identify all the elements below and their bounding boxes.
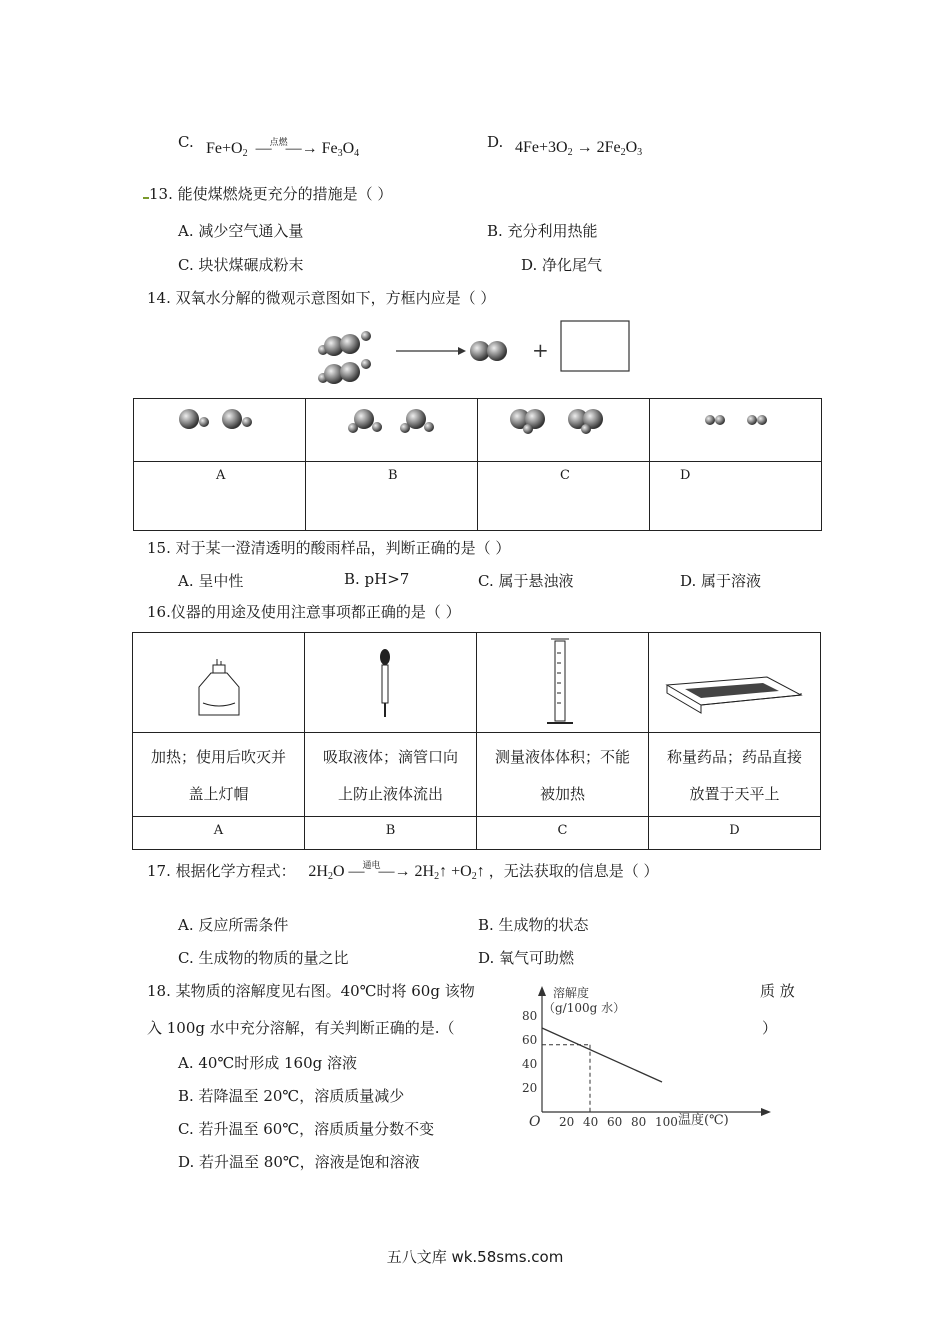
graduated-cylinder-icon [477, 633, 648, 728]
q14-image-c [478, 399, 650, 462]
q18-option-a: A. 40℃时形成 160g 溶液 [178, 1054, 358, 1072]
q14-stem: 14. 双氧水分解的微观示意图如下，方框内应是（ ） [147, 289, 496, 307]
molecule-icon [306, 399, 477, 457]
q16-desc-b: 吸取液体；滴管口向 上防止液体流出 [305, 733, 477, 817]
q15-option-b: B. pH>7 [344, 570, 410, 588]
dropper-icon [305, 633, 476, 728]
q18-stem-line1-tail: 质 放 [760, 982, 795, 1000]
alcohol-lamp-icon [133, 633, 304, 728]
q16-stem: 16.仪器的用途及使用注意事项都正确的是（ ） [147, 603, 461, 621]
chart-origin: O [529, 1114, 541, 1130]
q16-desc-d: 称量药品；药品直接 放置于天平上 [649, 733, 821, 817]
y-tick-label: 20 [522, 1081, 538, 1095]
molecule-icon [650, 399, 821, 457]
q16-desc-c: 测量液体体积；不能 被加热 [477, 733, 649, 817]
o2-product-molecule [470, 341, 507, 361]
q17-option-c: C. 生成物的物质的量之比 [178, 949, 349, 967]
x-tick-label: 20 [559, 1115, 575, 1129]
q17-option-a: A. 反应所需条件 [178, 916, 289, 934]
q15-option-d: D. 属于溶液 [680, 572, 762, 590]
y-tick-label: 60 [522, 1033, 538, 1047]
q16-image-a [133, 633, 305, 733]
molecule-icon [478, 399, 649, 457]
q18-option-c: C. 若升温至 60℃，溶质质量分数不变 [178, 1120, 435, 1138]
q16-label-d: D [649, 817, 821, 850]
q12-option-c-equation: $Fe+O_2$ —$^{点燃}$—→ $Fe_3O_4$ [206, 137, 360, 159]
molecule-icon [134, 399, 305, 457]
q16-image-b [305, 633, 477, 733]
answer-box [561, 321, 629, 371]
h2o2-molecule-bottom [318, 359, 371, 384]
chart-xlabel: 温度(℃) [678, 1113, 729, 1128]
q17-option-d: D. 氧气可助燃 [478, 949, 575, 967]
q14-image-d [650, 399, 822, 462]
solubility-curve [542, 1028, 662, 1082]
q14-image-b [306, 399, 478, 462]
q13-option-c: C. 块状煤碾成粉末 [178, 256, 304, 274]
q16-image-d [649, 633, 821, 733]
q13-option-b: B. 充分利用热能 [487, 222, 598, 240]
chart-ylabel-unit: （g/100g 水） [543, 1001, 626, 1015]
x-tick-label: 100 [655, 1115, 678, 1129]
q18-stem-line1: 18. 某物质的溶解度见右图。40℃时将 60g 该物 [147, 982, 475, 1000]
q15-option-a: A. 呈中性 [178, 572, 244, 590]
y-tick-label: 80 [522, 1009, 538, 1023]
q12-option-d-equation: $4Fe+3O_2 \to 2Fe_2O_3$ [515, 139, 643, 158]
h2o2-molecule-top [318, 331, 371, 356]
x-tick-label: 80 [631, 1115, 647, 1129]
x-tick-label: 60 [607, 1115, 623, 1129]
chart-ylabel: 溶解度 [553, 986, 590, 1000]
q16-desc-a: 加热；使用后吹灭并 盖上灯帽 [133, 733, 305, 817]
q14-label-b: B [306, 462, 478, 531]
y-axis-arrow [538, 986, 546, 996]
q13-stem: 13. 能使煤燃烧更充分的措施是（ ） [143, 183, 392, 204]
y-tick-label: 40 [522, 1057, 538, 1071]
q17-option-b: B. 生成物的状态 [478, 916, 589, 934]
q18-stem-line2-tail: ） [762, 1019, 778, 1037]
q16-instrument-table [132, 632, 821, 850]
q14-label-c: C [478, 462, 650, 531]
q18-option-d: D. 若升温至 80℃，溶液是饱和溶液 [178, 1153, 420, 1171]
q18-stem-line2: 入 100g 水中充分溶解，有关判断正确的是.（ [147, 1019, 455, 1037]
x-axis-arrow [761, 1108, 771, 1116]
q15-stem: 15. 对于某一澄清透明的酸雨样品，判断正确的是（ ） [147, 539, 511, 557]
plus-sign: + [532, 338, 549, 362]
q16-label-a: A [133, 817, 305, 850]
q16-label-c: C [477, 817, 649, 850]
q12-option-d-label: D. [487, 133, 504, 151]
q15-option-c: C. 属于悬浊液 [478, 572, 574, 590]
q18-option-b: B. 若降温至 20℃，溶质质量减少 [178, 1087, 405, 1105]
x-tick-label: 40 [583, 1115, 599, 1129]
q13-option-d: D. 净化尾气 [521, 256, 603, 274]
q17-equation: $2H_2O$ —$^{通电}$—→ $2H_2↑$ $+O_2↑$ [308, 860, 485, 882]
q12-option-c-label: C. [178, 133, 194, 151]
q16-label-b: B [305, 817, 477, 850]
q14-choice-table [133, 398, 822, 531]
q14-label-a: A [134, 462, 306, 531]
q17-stem: 17. 根据化学方程式： $2H_2O$ —$^{通电}$—→ $2H_2↑$ $+O_2↑$ ，无法获取的信息是（ ） [147, 860, 659, 882]
electronic-balance-icon [649, 633, 820, 728]
q13-option-a: A. 减少空气通入量 [178, 222, 304, 240]
q14-image-a [134, 399, 306, 462]
q14-label-d: D [650, 462, 822, 531]
q14-reaction-diagram [310, 318, 640, 390]
footer-watermark: 五八文库 wk.58sms.com [386, 1248, 564, 1266]
q16-image-c [477, 633, 649, 733]
